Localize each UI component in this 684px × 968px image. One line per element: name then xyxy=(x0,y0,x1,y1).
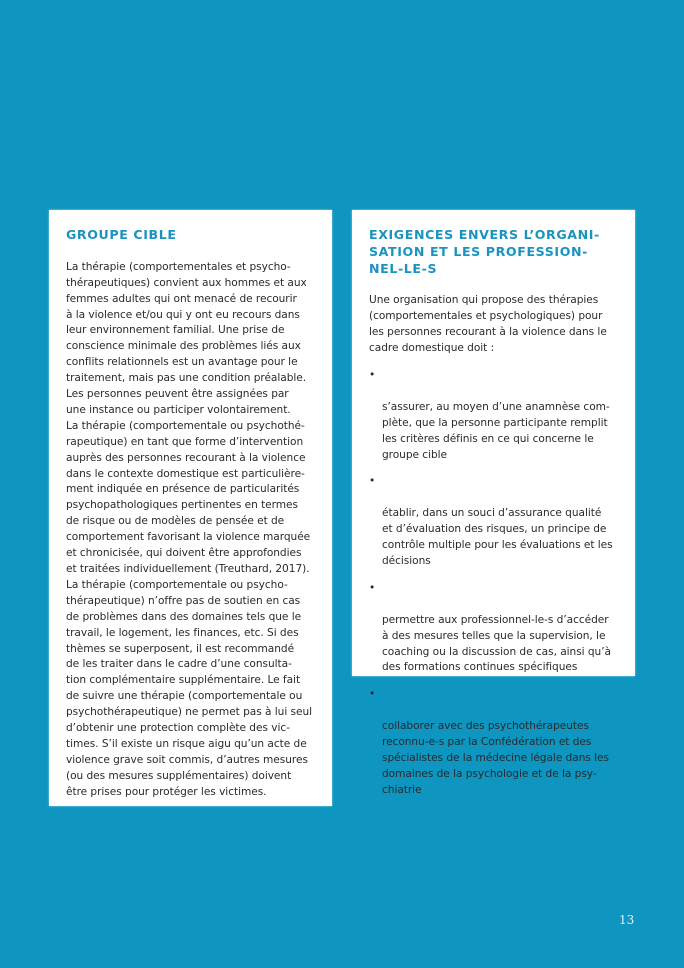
list-item-text: établir, dans un souci d’assurance qualité et d’évaluation des risques, un principe de contrôle multiple pour les évaluations et les décisions xyxy=(382,507,613,567)
bullet-icon: • xyxy=(369,581,376,594)
list-item xyxy=(369,368,625,463)
target-group-card xyxy=(49,210,332,806)
bullet-icon: • xyxy=(369,688,376,701)
list-item-text: collaborer avec des psychothérapeutes reconnu-e-s par la Confédération et des spécialistes de la médecine légale dans les domaines de la psychologie et de la psy- chiatrie xyxy=(382,720,609,796)
requirements-card xyxy=(352,210,635,796)
target-group-body: La thérapie (comportementales et psycho- thérapeutiques) convient aux hommes et aux femmes adultes qui ont menacé de recourir à la violence et/ou qui y ont eu recours dans leur environnement familial. Une prise de conscience minimale des problèmes liés aux conflits relationnels est un avantage pour le traitement, mais pas une condition préalable. Les personnes peuvent être assignées par une instance ou participer volontairement. La thérapie (comportementale ou psychothé- rapeutique) en tant que forme d’intervention auprès des personnes recourant à la violence dans le contexte domestique est particulière- ment indiquée en présence de particularités psychopathologiques pertinentes en termes de risque ou de modèles de pensée et de comportement favorisant la violence marquée et chronicisée, qui doivent être approfondies et traitées individuellement (Treuthard, 2017). La thérapie (comportementale ou psycho- thérapeutique) n’offre pas de soutien en cas de problèmes dans des domaines tels que le travail, le logement, les finances, etc. Si des thèmes se superposent, il est recommandé de les traiter dans le cadre d’une consulta- tion complémentaire supplémentaire. Le fait de suivre une thérapie (comportementale ou psychothérapeutique) ne permet pas à lui seul d’obtenir une protection complète des vic- times. S’il existe un risque aigu qu’un acte de violence grave soit commis, d’autres mesures (ou des mesures supplémentaires) doivent être prises pour protéger les victimes. xyxy=(66,260,313,798)
requirements-list xyxy=(369,368,625,799)
requirements-intro: Une organisation qui propose des thérapies (comportementales et psychologiques) pour les personnes recourant à la violence dans le cadre domestique doit : xyxy=(369,294,607,355)
target-group-heading: GROUPE CIBLE xyxy=(66,227,177,242)
page-number: 13 xyxy=(619,913,635,927)
list-item-text: permettre aux professionnel-le-s d’accéder à des mesures telles que la supervision, le coaching ou la discussion de cas, ainsi qu’à des formations continues spécifiques xyxy=(382,613,611,674)
list-item xyxy=(369,581,625,676)
bullet-icon: • xyxy=(369,369,376,382)
requirements-heading: EXIGENCES ENVERS L’ORGANI- SATION ET LES PROFESSION- NEL-LE-S xyxy=(369,227,600,276)
bullet-icon: • xyxy=(369,475,376,488)
list-item xyxy=(369,687,625,798)
list-item-text: s’assurer, au moyen d’une anamnèse com- plète, que la personne participante remplit les critères définis en ce qui concerne le groupe cible xyxy=(382,400,610,461)
list-item xyxy=(369,474,625,569)
